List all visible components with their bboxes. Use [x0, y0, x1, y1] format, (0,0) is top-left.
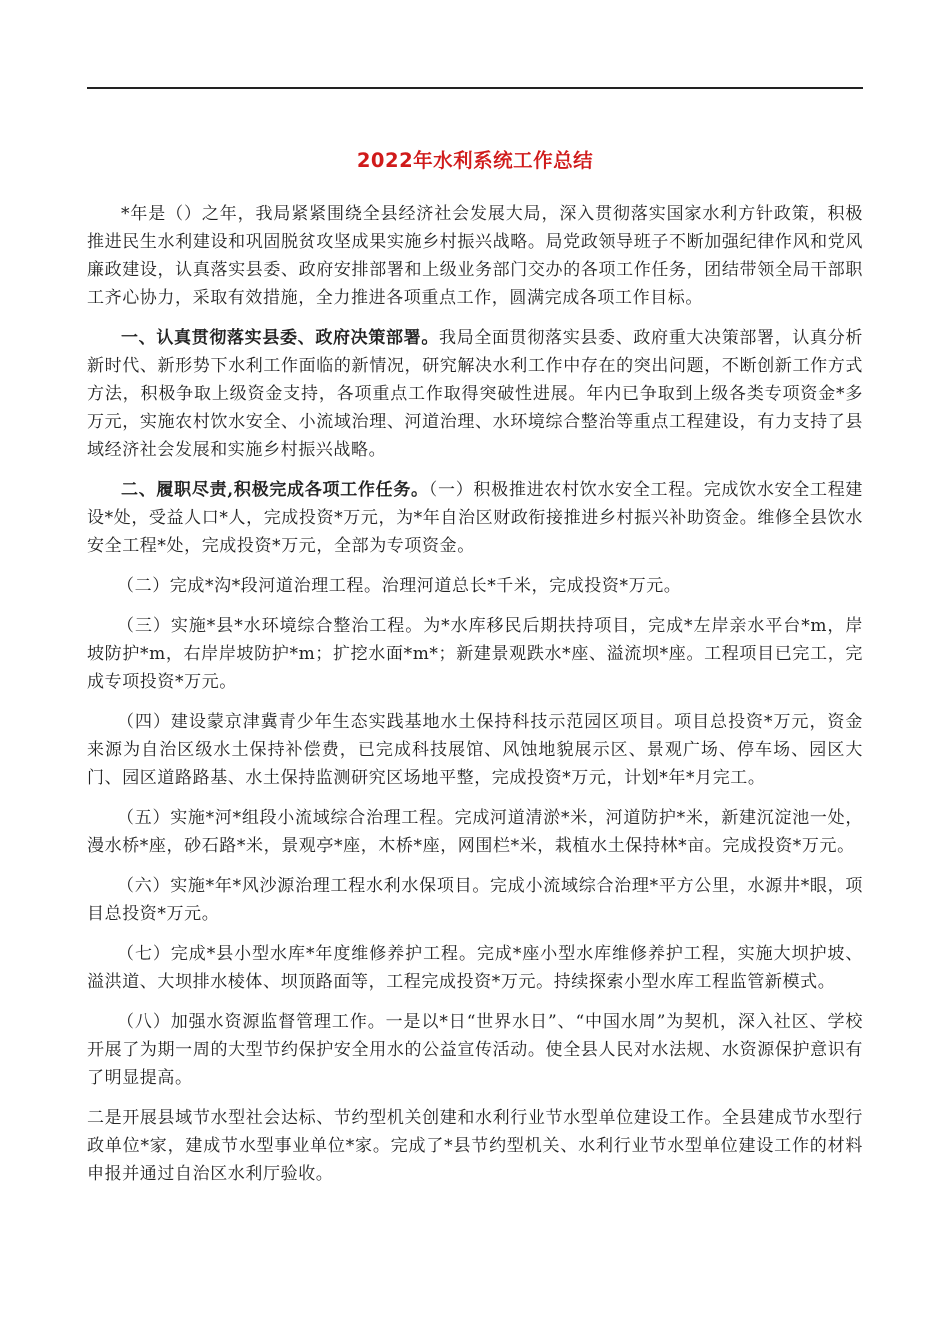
document-body — [87, 174, 863, 1200]
closing-paragraph: 二是开展县域节水型社会达标、节约型机关创建和水利行业节水型单位建设工作。全县建成节水型行政单位*家，建成节水型事业单位*家。完成了*县节约型机关、水利行业节水型单位建设工作的材料申报并通过自治区水利厅验收。 — [87, 1108, 863, 1184]
item-paragraph-7: （七）完成*县小型水库*年度维修养护工程。完成*座小型水库维修养护工程，实施大坝护坡、溢洪道、大坝排水棱体、坝顶路面等，工程完成投资*万元。持续探索小型水库工程监管新模式。 — [87, 944, 863, 992]
item-paragraph-2: （二）完成*沟*段河道治理工程。治理河道总长*千米，完成投资*万元。 — [117, 576, 682, 596]
section-2-body: （一）积极推进农村饮水安全工程。完成饮水安全工程建设*处，受益人口*人，完成投资*万元，为*年自治区财政衔接推进乡村振兴补助资金。维修全县饮水安全工程*处，完成投资*万元，全部为专项资金。 — [87, 480, 864, 556]
item-paragraph-6: （六）实施*年*风沙源治理工程水利水保项目。完成小流域综合治理*平方公里，水源井*眼，项目总投资*万元。 — [87, 876, 863, 924]
intro-paragraph: *年是（）之年，我局紧紧围绕全县经济社会发展大局，深入贯彻落实国家水利方针政策，积极推进民生水利建设和巩固脱贫攻坚成果实施乡村振兴战略。局党政领导班子不断加强纪律作风和党风廉政建设，认真落实县委、政府安排部署和上级业务部门交办的各项工作任务，团结带领全局干部职工齐心协力，采取有效措施，全力推进各项重点工作，圆满完成各项工作目标。 — [87, 204, 863, 308]
section-2-heading: 二、履职尽责,积极完成各项工作任务。 — [121, 480, 429, 500]
item-paragraph-4: （四）建设蒙京津冀青少年生态实践基地水土保持科技示范园区项目。项目总投资*万元，资金来源为自治区级水土保持补偿费，已完成科技展馆、风蚀地貌展示区、景观广场、停车场、园区大门、园区道路路基、水土保持监测研究区场地平整，完成投资*万元，计划*年*月完工。 — [87, 712, 863, 788]
section-2-paragraph — [87, 476, 863, 560]
document-title: 2022年水利系统工作总结 — [356, 149, 594, 172]
section-1-heading: 一、认真贯彻落实县委、政府决策部署。 — [121, 328, 440, 348]
section-1-paragraph — [87, 324, 863, 464]
section-1-body: 我局全面贯彻落实县委、政府重大决策部署，认真分析新时代、新形势下水利工作面临的新情况，研究解决水利工作中存在的突出问题，不断创新工作方式方法，积极争取上级资金支持，各项重点工作取得突破性进展。年内已争取到上级各类专项资金*多万元，实施农村饮水安全、小流域治理、河道治理、水环境综合整治等重点工程建设，有力支持了县域经济社会发展和实施乡村振兴战略。 — [87, 328, 863, 460]
item-paragraph-5: （五）实施*河*组段小流域综合治理工程。完成河道清淤*米，河道防护*米，新建沉淀池一处，漫水桥*座，砂石路*米，景观亭*座，木桥*座，网围栏*米，栽植水土保持林*亩。完成投资*万元。 — [87, 808, 863, 856]
item-paragraph-3: （三）实施*县*水环境综合整治工程。为*水库移民后期扶持项目，完成*左岸亲水平台*m，岸坡防护*m，右岸岸坡防护*m；扩挖水面*m*；新建景观跌水*座、溢流坝*座。工程项目已完工，完成专项投资*万元。 — [87, 616, 863, 692]
header-rule — [87, 87, 863, 89]
item-paragraph-8: （八）加强水资源监督管理工作。一是以*日“世界水日”、“中国水周”为契机，深入社区、学校开展了为期一周的大型节约保护安全用水的公益宣传活动。使全县人民对水法规、水资源保护意识有了明显提高。 — [87, 1012, 863, 1088]
